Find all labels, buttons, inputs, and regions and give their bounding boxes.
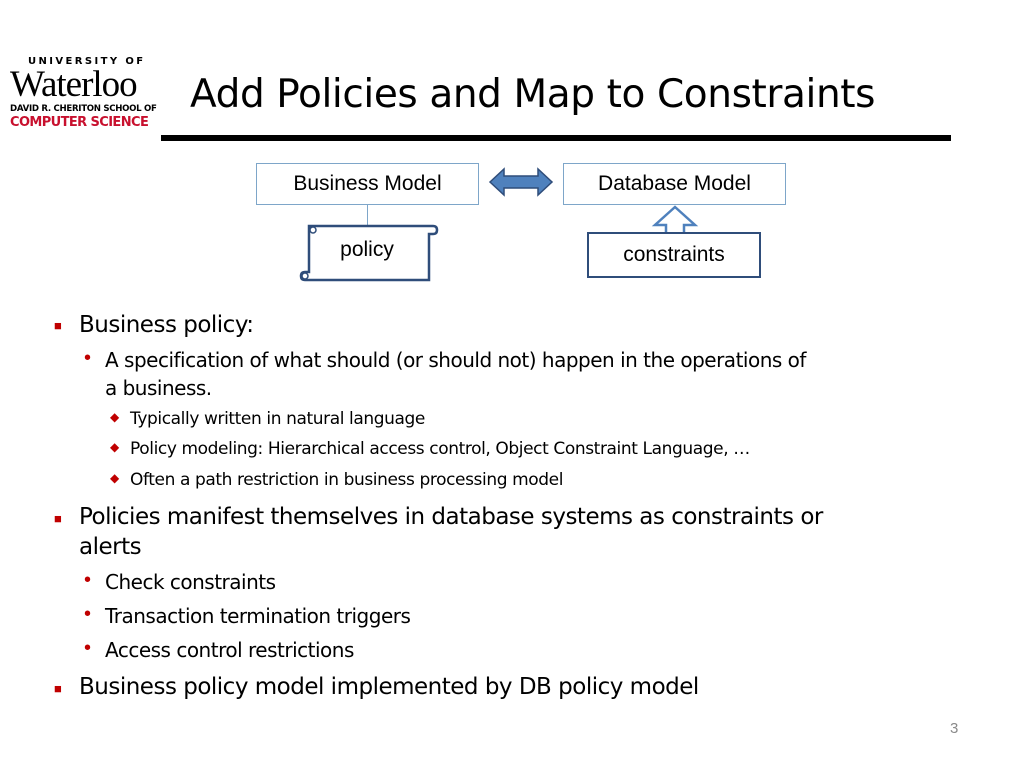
bullet-item: a business.: [105, 376, 212, 400]
bullet-item: Policy modeling: Hierarchical access control, Object Constraint Language, …: [130, 439, 750, 459]
up-arrow-icon: [650, 205, 700, 235]
bullet-marker: •: [84, 569, 92, 591]
page-number: 3: [950, 720, 959, 737]
business-model-box: Business Model: [256, 163, 479, 205]
bullet-marker: ■: [54, 511, 62, 526]
bullet-item: Check constraints: [105, 570, 276, 594]
bullet-item: Typically written in natural language: [130, 409, 425, 429]
double-arrow-icon: [488, 166, 554, 198]
bullet-item: alerts: [79, 534, 142, 560]
bullet-item: Policies manifest themselves in database systems as constraints or: [79, 504, 823, 530]
university-logo: [10, 56, 162, 130]
bullet-item: Access control restrictions: [105, 638, 354, 662]
logo-waterloo: Waterloo: [10, 64, 137, 105]
bullet-item: Business policy model implemented by DB policy model: [79, 674, 699, 700]
logo-university-of: UNIVERSITY OF: [28, 56, 146, 67]
bullet-item: Business policy:: [79, 312, 254, 338]
bullet-marker: ◆: [110, 410, 120, 424]
bullet-marker: ■: [54, 318, 62, 333]
policy-label: policy: [340, 238, 394, 261]
bullet-marker: •: [84, 637, 92, 659]
slide-title: Add Policies and Map to Constraints: [190, 72, 876, 117]
bullet-item: Transaction termination triggers: [105, 604, 411, 628]
database-model-box: Database Model: [563, 163, 786, 205]
bullet-marker: •: [84, 347, 92, 369]
constraints-box: constraints: [587, 232, 761, 278]
bullet-marker: ◆: [110, 471, 120, 485]
logo-school: DAVID R. CHERITON SCHOOL OF: [10, 104, 157, 114]
bullet-marker: •: [84, 603, 92, 625]
title-underline: [161, 135, 951, 141]
logo-department: COMPUTER SCIENCE: [10, 115, 149, 130]
bullet-marker: ◆: [110, 440, 120, 454]
bullet-item: A specification of what should (or should not) happen in the operations of: [105, 348, 806, 372]
bullet-marker: ■: [54, 681, 62, 696]
bullet-item: Often a path restriction in business processing model: [130, 470, 564, 490]
